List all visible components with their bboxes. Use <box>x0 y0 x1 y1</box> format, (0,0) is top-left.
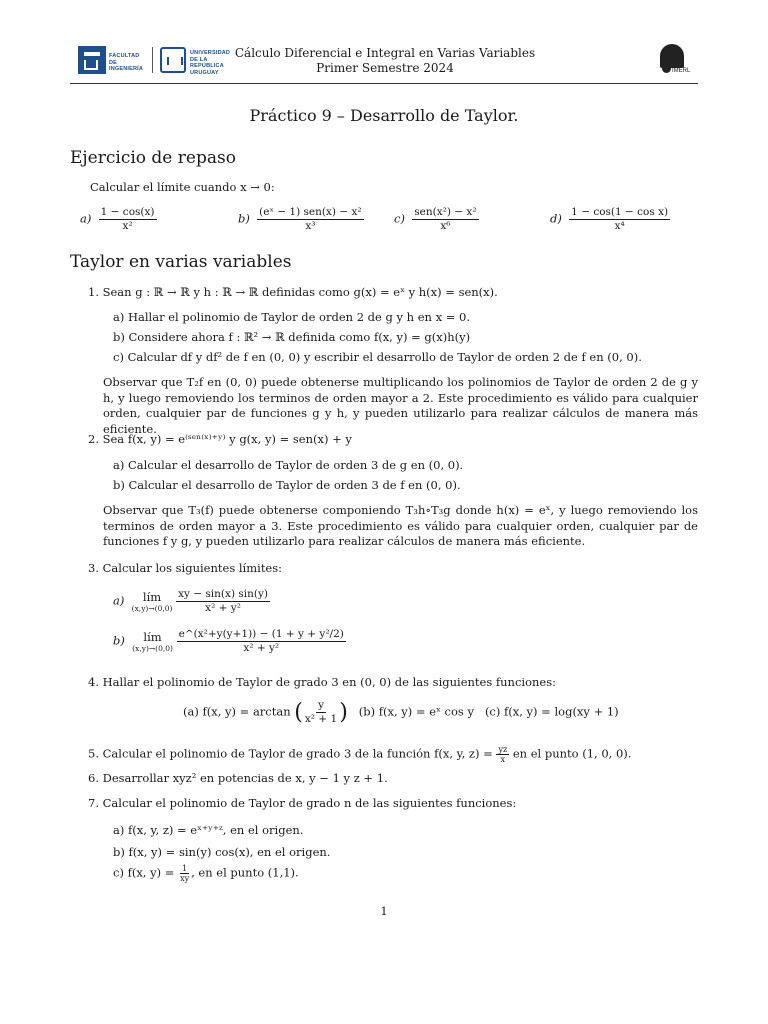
review-fraction-d: $\frac{\text{1 − cos(1 − cos x)}}{\text{x⁴}}$ <box>571 206 669 232</box>
course-title <box>230 46 540 76</box>
review-fraction-c: $\frac{\text{sen(x²) − x²}}{\text{x⁶}}$ <box>414 206 477 232</box>
limit-fraction-b: $\frac{\text{e\textasciicircum{}(x²+y(y+1)) − (1 + y + y²/2)}}{\text{x² + y²}}$ <box>178 628 344 654</box>
exercise-5-fraction: $\frac{yz}{x}$ <box>498 745 508 764</box>
logo-divider <box>152 47 153 73</box>
university-logo-text: UNIVERSIDAD DE LA REPÚBLICA URUGUAY <box>190 50 231 76</box>
exercise-3-statement: 3. Calcular los siguientes límites: <box>88 561 283 575</box>
semester: Primer Semestre 2024 <box>316 61 454 75</box>
exercise-4-functions: (a) f(x, y) = arctan ( $\frac{y}{\text{x² + 1}}$ ) (b) f(x, y) = eˣ cos y (c) f(x, y) = log(xy + 1) <box>183 699 619 725</box>
arctan-fraction: $\frac{y}{\text{x² + 1}}$ <box>304 699 338 725</box>
review-item-b: b) $\frac{\text{(eˣ − 1) sen(x) − x²}}{\text{x³}}$ <box>238 206 362 232</box>
university-seal-icon <box>160 47 186 73</box>
review-intro: Calcular el límite cuando x → 0: <box>90 180 275 194</box>
faculty-logo-icon <box>78 46 106 74</box>
review-fraction-b: $\frac{\text{(eˣ − 1) sen(x) − x²}}{\text{x³}}$ <box>259 206 362 232</box>
header-rule <box>70 83 698 84</box>
exercise-4-statement: 4. Hallar el polinomio de Taylor de grado 3 en (0, 0) de las siguientes funciones: <box>88 675 556 689</box>
exercise-6-statement: 6. Desarrollar xyz² en potencias de x, y − 1 y z + 1. <box>88 771 388 785</box>
exercise-1-a: a) Hallar el polinomio de Taylor de orden 2 de g y h en x = 0. <box>113 310 470 324</box>
page-number: 1 <box>380 904 388 918</box>
limit-fraction-a: $\frac{xy - \sin(x) \sin(y)}{\text{x² + y²}}$ <box>178 588 269 614</box>
exercise-1-statement: 1. Sean g : ℝ → ℝ y h : ℝ → ℝ definidas como g(x) = eˣ y h(x) = sen(x). <box>88 285 498 299</box>
exercise-1-c: c) Calcular df y df² de f en (0, 0) y escribir el desarrollo de Taylor de orden 2 de f en (0, 0). <box>113 350 642 364</box>
section-heading-review: Ejercicio de repaso <box>70 148 236 168</box>
exercise-2-statement: 2. Sea f(x, y) = e⁽ˢᵉⁿ⁽ˣ⁾⁺ʸ⁾ y g(x, y) = sen(x) + y <box>88 432 352 446</box>
exercise-7-b: b) f(x, y) = sin(y) cos(x), en el origen. <box>113 845 331 859</box>
review-fraction-a: $\frac{1 - \cos(x)}{\text{x²}}$ <box>100 206 155 232</box>
exercise-5-statement: 5. Calcular el polinomio de Taylor de grado 3 de la función f(x, y, z) = $\frac{yz}{x}$ en el punto (1, 0, 0). <box>88 745 632 764</box>
section-heading-taylor: Taylor en varias variables <box>70 252 292 272</box>
imerl-logo-dot-icon <box>662 64 671 73</box>
limit-operator-a: lím (x,y)→(0,0) <box>131 589 173 613</box>
faculty-logo-text: FACULTAD DE INGENIERÍA <box>109 53 144 72</box>
course-name: Cálculo Diferencial e Integral en Varias Variables <box>234 46 536 60</box>
exercise-7-a: a) f(x, y, z) = eˣ⁺ʸ⁺ᶻ, en el origen. <box>113 823 304 837</box>
exercise-2-note: Observar que T₃(f) puede obtenerse componiendo T₃h∘T₃g donde h(x) = eˣ, y luego removiendo los terminos de orden mayor a 3. Este procedimiento es válido para cualquier orden, cualquier par de funciones f y g, y pueden utilizarlo para realizar cálculos de manera más eficiente. <box>103 503 698 548</box>
exercise-2-a: a) Calcular el desarrollo de Taylor de orden 3 de g en (0, 0). <box>113 458 464 472</box>
exercise-1-b: b) Considere ahora f : ℝ² → ℝ definida como f(x, y) = g(x)h(y) <box>113 330 471 344</box>
exercise-7-statement: 7. Calcular el polinomio de Taylor de grado n de las siguientes funciones: <box>88 796 517 810</box>
exercise-7-c: c) f(x, y) = $\frac{1}{xy}$ , en el punto (1,1). <box>113 864 299 883</box>
page-title: Práctico 9 – Desarrollo de Taylor. <box>249 106 519 125</box>
exercise-3-b: b) lím (x,y)→(0,0) $\frac{\text{e\textasciicircum{}(x²+y(y+1)) − (1 + y + y²/2)}}{\text{x² + y²}}$ <box>113 628 344 654</box>
exercise-1-note: Observar que T₂f en (0, 0) puede obtenerse multiplicando los polinomios de Taylor de orden 2 de g y h, y luego removiendo los terminos de orden mayor a 2. Este procedimiento es válido para cualquier orden, cualquier par de funciones g y h, y pueden utilizarlo para realizar cálculos de manera más eficiente. <box>103 375 698 436</box>
limit-operator-b: lím (x,y)→(0,0) <box>132 629 173 653</box>
review-item-a: a) $\frac{1 - \cos(x)}{\text{x²}}$ <box>80 206 155 232</box>
imerl-logo-text: IMERL <box>672 68 691 74</box>
review-item-c: c) $\frac{\text{sen(x²) − x²}}{\text{x⁶}}$ <box>394 206 477 232</box>
exercise-2-b: b) Calcular el desarrollo de Taylor de orden 3 de f en (0, 0). <box>113 478 461 492</box>
exercise-3-a: a) lím (x,y)→(0,0) $\frac{xy - \sin(x) \sin(y)}{\text{x² + y²}}$ <box>113 588 269 614</box>
exercise-7-c-fraction: $\frac{1}{xy}$ <box>180 864 190 883</box>
review-item-d: d) $\frac{\text{1 − cos(1 − cos x)}}{\text{x⁴}}$ <box>550 206 669 232</box>
